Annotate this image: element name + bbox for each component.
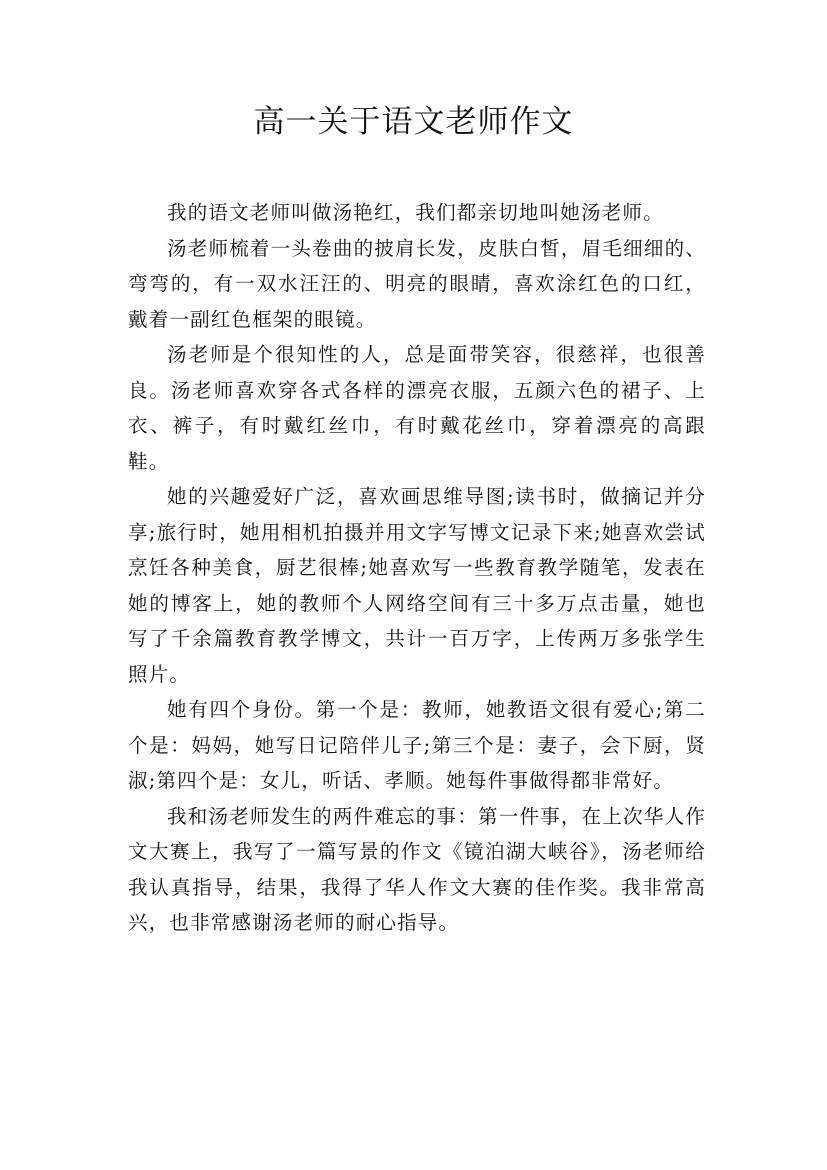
- paragraph-1: 我的语文老师叫做汤艳红，我们都亲切地叫她汤老师。: [167, 201, 664, 224]
- document-title: 高一关于语文老师作文: [253, 104, 574, 140]
- paragraph-3: 汤老师是个很知性的人，总是面带笑容，很慈祥，也很善良。汤老师喜欢穿各式各样的漂亮衣服，五颜六色的裙子、上衣、裤子，有时戴红丝巾，有时戴花丝巾，穿着漂亮的高跟鞋。: [128, 343, 706, 473]
- paragraph-4: 她的兴趣爱好广泛，喜欢画思维导图;读书时，做摘记并分享;旅行时，她用相机拍摄并用文字写博文记录下来;她喜欢尝试烹饪各种美食，厨艺很棒;她喜欢写一些教育教学随笔，发表在她的博客上，她的教师个人网络空间有三十多万点击量，她也写了千余篇教育教学博文，共计一百万字，上传两万多张学生照片。: [128, 485, 706, 686]
- paragraph-5: 她有四个身份。第一个是：教师，她教语文很有爱心;第二个是：妈妈，她写日记陪伴儿子;第三个是：妻子，会下厨，贤淑;第四个是：女儿，听话、孝顺。她每件事做得都非常好。: [128, 698, 706, 792]
- document-body: [128, 195, 706, 941]
- paragraph-6: 我和汤老师发生的两件难忘的事：第一件事，在上次华人作文大赛上，我写了一篇写景的作文《镜泊湖大峡谷》，汤老师给我认真指导，结果，我得了华人作文大赛的佳作奖。我非常高兴，也非常感谢汤老师的耐心指导。: [128, 804, 706, 934]
- paragraph-2: 汤老师梳着一头卷曲的披肩长发，皮肤白皙，眉毛细细的、弯弯的，有一双水汪汪的、明亮的眼睛，喜欢涂红色的口红，戴着一副红色框架的眼镜。: [128, 236, 706, 331]
